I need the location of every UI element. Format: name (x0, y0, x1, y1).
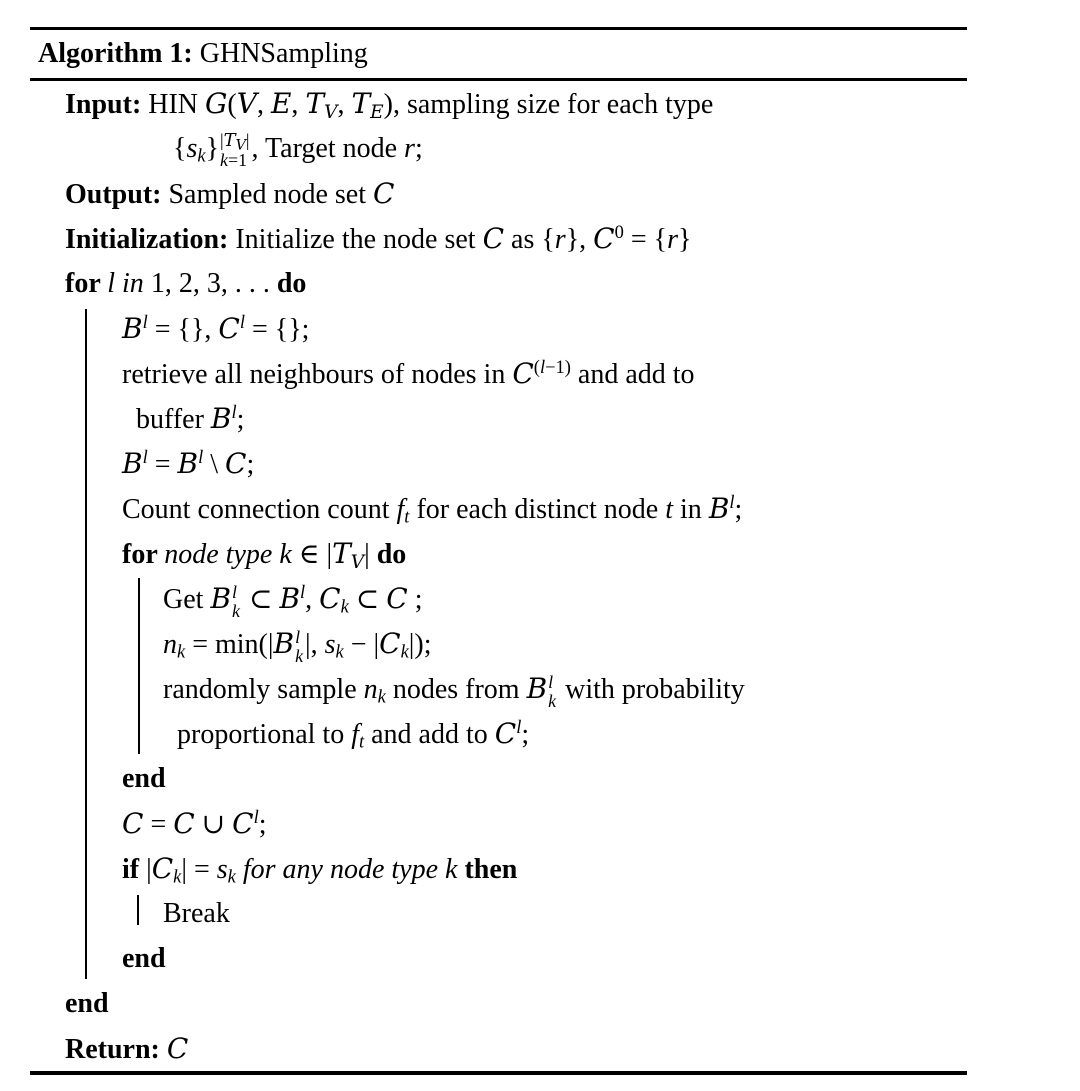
seg-rm: Get (163, 584, 211, 615)
line-retrieve (30, 351, 967, 396)
line-end-inner-for (30, 756, 967, 801)
line-set-difference (30, 441, 967, 486)
seg-cal: C (379, 627, 401, 660)
seg-sub (351, 552, 364, 572)
seg-sub (336, 642, 344, 662)
seg-i: f (396, 494, 405, 525)
seg-cal: V (235, 137, 246, 154)
seg-rm: ∪ (194, 809, 233, 840)
seg-rm: = (143, 809, 174, 840)
seg-i: l (142, 446, 148, 467)
seg-i: k (173, 866, 182, 887)
math-supsub-stack (220, 131, 250, 170)
seg-sub (177, 642, 185, 662)
seg-b: Output: (65, 179, 169, 210)
seg-rm: ( (227, 89, 237, 120)
seg-i: n (163, 629, 177, 660)
seg-cal: C (151, 852, 174, 885)
if-scope-line (137, 895, 139, 925)
seg-cal: G (205, 87, 228, 120)
seg-cal: C (512, 357, 534, 390)
seg-i: l (142, 311, 148, 332)
seg-rm: , Target node (251, 133, 405, 164)
seg-rm: ; (236, 404, 245, 435)
algorithm-name: GHNSampling (192, 38, 368, 69)
seg-i: l (198, 446, 204, 467)
seg-sub (341, 597, 349, 617)
line-end-outer-for (30, 981, 967, 1026)
seg-b: Input: (65, 89, 149, 120)
seg-i: l (516, 716, 522, 737)
seg-rm: 1, 2, 3, . . . (150, 268, 277, 299)
seg-rm: − | (343, 629, 380, 660)
seg-rm: retrieve all neighbours of nodes in (122, 359, 513, 390)
seg-rm: and add to (570, 359, 695, 390)
seg-sub (324, 102, 337, 122)
line-input-continued (30, 126, 967, 171)
seg-rm: Sampled node set (168, 179, 373, 210)
line-sample-count (30, 621, 967, 666)
seg-rm: | (364, 539, 377, 570)
seg-rm: as { (504, 224, 555, 255)
seg-b: do (276, 268, 307, 299)
seg-rm: for each distinct node (409, 494, 666, 525)
seg-i: l (232, 581, 237, 602)
seg-cal: T (351, 87, 371, 120)
stack-subscript (232, 602, 240, 621)
seg-rm: HIN (148, 89, 206, 120)
seg-rm: ; (414, 133, 423, 164)
line-initialization (30, 216, 967, 261)
stack-subscript (220, 151, 247, 170)
line-output (30, 171, 967, 216)
seg-rm: ⊂ (241, 584, 280, 615)
seg-rm: = (147, 449, 178, 480)
seg-rm: |); (408, 629, 432, 660)
seg-rm: , (305, 584, 320, 615)
stack-superscript (295, 628, 300, 647)
seg-rm: ; (734, 494, 743, 525)
seg-rm: | = (181, 854, 217, 885)
seg-i: s (216, 854, 228, 885)
seg-rm: ; (521, 719, 530, 750)
seg-i: k (295, 645, 304, 666)
math-supsub-stack (232, 583, 240, 621)
seg-rm: ), sampling size for each type (383, 89, 714, 120)
seg-rm: ( (533, 356, 540, 377)
seg-i: l (300, 581, 306, 602)
stack-subscript (548, 692, 556, 711)
seg-cal: V (236, 87, 257, 120)
seg-cal: C (225, 447, 247, 480)
seg-i: t (665, 494, 674, 525)
seg-cal: C (494, 717, 517, 750)
seg-i: k (220, 150, 228, 171)
seg-b: end (65, 988, 109, 1019)
seg-rm: = { (623, 224, 668, 255)
math-supsub-stack (548, 673, 556, 711)
seg-i: l (539, 356, 546, 377)
line-if-condition (30, 846, 967, 891)
seg-cal: C (482, 222, 505, 255)
seg-b: if (122, 854, 147, 885)
seg-rm: ; (407, 584, 423, 615)
seg-b: end (122, 763, 166, 794)
seg-rm: with probability (558, 674, 745, 705)
seg-rm: ; (258, 809, 267, 840)
seg-cal: B (122, 447, 143, 480)
seg-cal: C (166, 1032, 189, 1065)
seg-rm: randomly sample (163, 674, 364, 705)
seg-rm: \ (203, 449, 226, 480)
seg-cal: C (319, 582, 341, 615)
seg-cal: V (350, 551, 365, 573)
seg-i: l (231, 401, 237, 422)
algorithm-label: Algorithm 1: (38, 38, 193, 69)
line-init-sets (30, 306, 967, 351)
seg-cal: C (232, 807, 254, 840)
seg-cal: B (210, 402, 232, 435)
seg-rm: Break (163, 898, 230, 929)
seg-cal: B (273, 627, 295, 660)
seg-cal: T (332, 537, 351, 570)
seg-rm: | (146, 854, 152, 885)
algorithm-container (30, 27, 967, 1075)
seg-i: node type k (164, 539, 299, 570)
seg-sub (378, 687, 386, 707)
seg-rm: = {}, (147, 314, 219, 345)
seg-rm: , (291, 89, 306, 120)
seg-cal: C (373, 177, 395, 210)
line-count-connections (30, 486, 967, 531)
seg-rm: Initialize the node set (235, 224, 483, 255)
inner-for-scope-line (138, 578, 140, 754)
seg-i: l (253, 806, 259, 827)
seg-i: k (232, 600, 240, 621)
stack-superscript (548, 673, 553, 692)
seg-rm: nodes from (385, 674, 527, 705)
seg-rm: }, (565, 224, 594, 255)
line-end-if (30, 936, 967, 981)
seg-rm: = {}; (244, 314, 310, 345)
outer-for-scope-line (85, 309, 87, 979)
line-union (30, 801, 967, 846)
seg-cal: B (279, 582, 301, 615)
seg-b: do (376, 539, 407, 570)
seg-i: l (295, 626, 301, 647)
seg-i: k (227, 866, 236, 887)
line-input (30, 81, 967, 126)
line-return (30, 1026, 967, 1071)
seg-rm: =1 (227, 150, 248, 171)
stack-superscript (232, 583, 237, 602)
seg-b: Return: (65, 1034, 167, 1065)
seg-rm: buffer (136, 404, 211, 435)
seg-rm: ∈ | (298, 539, 333, 570)
seg-i: k (377, 686, 386, 707)
seg-i: k (400, 641, 409, 662)
seg-rm: , (337, 89, 352, 120)
line-retrieve-continued (30, 396, 967, 441)
seg-rm: |, (305, 629, 325, 660)
seg-i: l (548, 671, 554, 692)
seg-sub (401, 642, 409, 662)
seg-cal: C (122, 807, 144, 840)
seg-sup (615, 222, 624, 242)
seg-i: f (351, 719, 359, 750)
seg-rm: and add to (364, 719, 495, 750)
seg-b: end (122, 943, 166, 974)
seg-b: then (464, 854, 518, 885)
seg-i: r (404, 133, 415, 164)
seg-cal: T (223, 130, 236, 152)
seg-cal: B (210, 582, 232, 615)
seg-b: Initialization: (65, 224, 236, 255)
algorithm-title-row (30, 30, 967, 78)
seg-i: s (186, 133, 198, 164)
seg-cal: B (122, 312, 143, 345)
seg-rm: | (220, 130, 224, 151)
seg-i: r (667, 224, 678, 255)
seg-rm: ; (246, 449, 255, 480)
seg-cal: B (526, 672, 548, 705)
seg-rm: } (677, 224, 692, 255)
seg-sub (197, 146, 205, 166)
seg-i: l (729, 491, 735, 512)
line-for-inner (30, 531, 967, 576)
seg-rm: | (245, 130, 250, 151)
seg-rm: , (256, 89, 271, 120)
seg-cal: C (173, 807, 195, 840)
seg-cal: B (708, 492, 730, 525)
seg-cal: C (593, 222, 615, 255)
seg-i: for any node type k (235, 854, 465, 885)
seg-i: n (363, 674, 378, 705)
seg-b: for (122, 539, 165, 570)
seg-cal: C (218, 312, 240, 345)
math-supsub-stack (295, 628, 303, 666)
seg-rm: } (205, 133, 220, 164)
algorithm-body (30, 81, 967, 1071)
seg-i: k (335, 641, 344, 662)
seg-rm: −1) (545, 356, 571, 377)
stack-superscript (220, 130, 250, 154)
seg-cal: E (270, 87, 292, 120)
seg-cal: E (370, 101, 384, 123)
line-break (30, 891, 967, 936)
seg-i: l (239, 311, 245, 332)
seg-cal: C (386, 582, 408, 615)
seg-i: k (340, 596, 349, 617)
seg-i: l in (107, 268, 151, 299)
seg-rm: 0 (614, 221, 624, 242)
seg-rm: ⊂ (348, 584, 387, 615)
seg-i: t (404, 506, 410, 527)
seg-cal: B (177, 447, 199, 480)
seg-rm: = min(| (185, 629, 274, 660)
seg-i: r (554, 224, 566, 255)
seg-i: k (548, 690, 557, 711)
seg-b: for (65, 268, 108, 299)
seg-cal: T (305, 87, 325, 120)
line-for-outer (30, 261, 967, 306)
seg-rm: in (673, 494, 709, 525)
seg-sup (534, 357, 571, 377)
seg-i: t (358, 731, 365, 752)
line-random-sample-continued (30, 711, 967, 756)
seg-i: k (197, 145, 206, 166)
bottom-rule (30, 1071, 967, 1075)
seg-i: k (177, 641, 186, 662)
seg-sub (228, 867, 236, 887)
seg-sub (370, 102, 383, 122)
seg-rm: proportional to (177, 719, 352, 750)
line-random-sample (30, 666, 967, 711)
seg-rm: { (173, 133, 187, 164)
line-get-subsets (30, 576, 967, 621)
seg-cal: V (324, 101, 338, 123)
stack-subscript (295, 647, 303, 666)
seg-rm: Count connection count (122, 494, 397, 525)
seg-i: s (324, 629, 336, 660)
